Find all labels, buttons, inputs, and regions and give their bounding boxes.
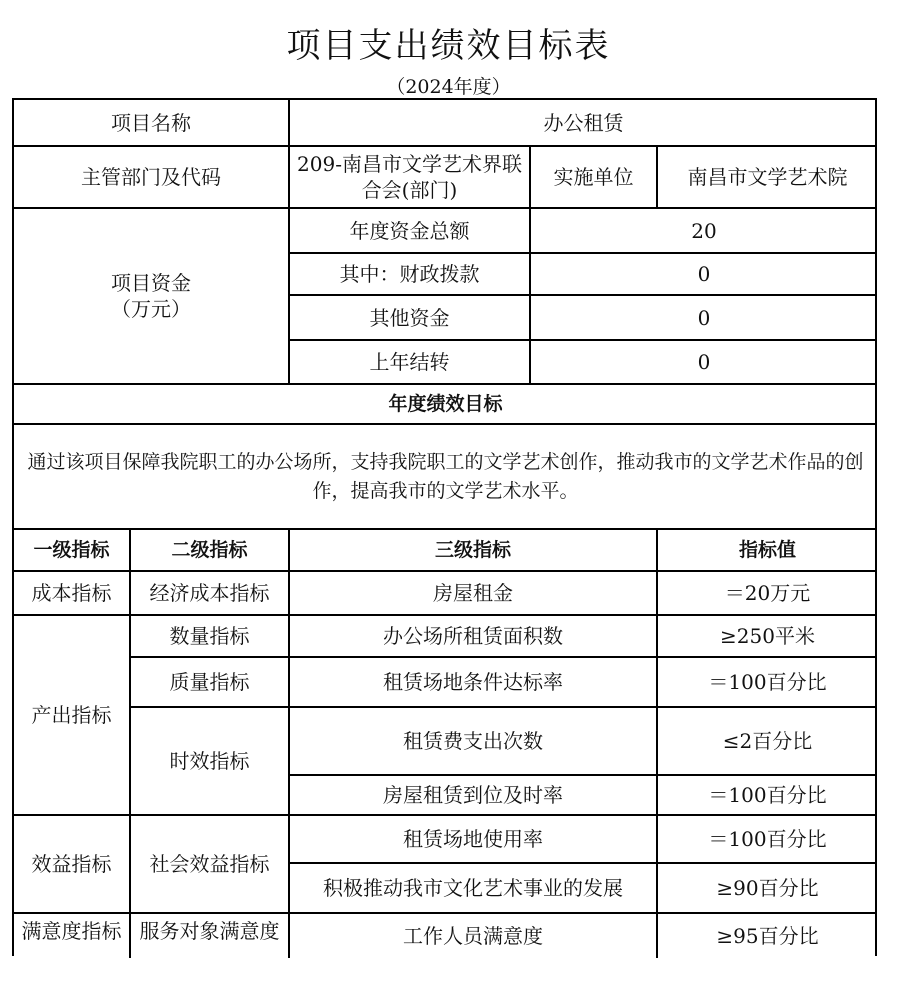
annual-goal-text: 通过该项目保障我院职工的办公场所，支持我院职工的文学艺术创作，推动我市的文学艺术作品的创作，提高我市的文学艺术水平。: [14, 425, 877, 530]
page-subtitle: （2024年度）: [386, 76, 511, 98]
indicator-level3: 租赁费支出次数: [290, 708, 658, 776]
dept-value: 209-南昌市文学艺术界联合会(部门): [290, 147, 531, 209]
funds-row-label: 其他资金: [290, 296, 531, 341]
indicator-level2: 数量指标: [131, 616, 290, 658]
funds-row-value: 0: [531, 254, 877, 296]
funds-row-value: 20: [531, 209, 877, 254]
indicator-value: ＝100百分比: [658, 658, 877, 708]
dept-label: 主管部门及代码: [14, 147, 290, 209]
page-title: 项目支出绩效目标表: [286, 26, 611, 66]
indicator-level3: 工作人员满意度: [290, 914, 658, 958]
header-level1: 一级指标: [14, 530, 131, 572]
indicator-value: ≥250平米: [658, 616, 877, 658]
indicator-level2: 服务对象满意度: [131, 914, 290, 958]
project-name-label: 项目名称: [14, 100, 290, 147]
indicator-level3: 积极推动我市文化艺术事业的发展: [290, 864, 658, 914]
indicator-value: ≥95百分比: [716, 924, 819, 948]
annual-goal-header: 年度绩效目标: [14, 385, 877, 425]
indicator-value: ＝100百分比: [658, 776, 877, 816]
indicator-level3: 办公场所租赁面积数: [290, 616, 658, 658]
header-value: 指标值: [658, 530, 877, 572]
unit-value: 南昌市文学艺术院: [658, 147, 877, 209]
header-level2: 二级指标: [131, 530, 290, 572]
indicator-level2: 社会效益指标: [131, 816, 290, 914]
funds-row-value: 0: [531, 296, 877, 341]
performance-table: [12, 98, 877, 956]
indicator-level3: 房屋租金: [290, 572, 658, 616]
indicator-level1: 产出指标: [14, 616, 131, 816]
indicator-value: ＝100百分比: [658, 816, 877, 864]
funds-row-value: 0: [531, 341, 877, 385]
indicator-level2: 经济成本指标: [131, 572, 290, 616]
indicator-level3: 租赁场地使用率: [290, 816, 658, 864]
project-name-value: 办公租赁: [290, 100, 877, 147]
indicator-value: ≤2百分比: [658, 708, 877, 776]
indicator-value: ≥90百分比: [658, 864, 877, 914]
indicator-level2: 时效指标: [131, 708, 290, 816]
funds-row-label: 其中：财政拨款: [290, 254, 531, 296]
unit-label: 实施单位: [531, 147, 658, 209]
header-level3: 三级指标: [290, 530, 658, 572]
funds-row-label: 上年结转: [290, 341, 531, 385]
indicator-level1: 效益指标: [14, 816, 131, 914]
indicator-level1: 满意度指标: [14, 914, 131, 958]
indicator-level3: 房屋租赁到位及时率: [290, 776, 658, 816]
indicator-value: ＝20万元: [658, 572, 877, 616]
indicator-level1: 成本指标: [14, 572, 131, 616]
indicator-level2: 质量指标: [131, 658, 290, 708]
funds-label: 项目资金 （万元）: [14, 209, 290, 385]
indicator-level3: 租赁场地条件达标率: [290, 658, 658, 708]
funds-row-label: 年度资金总额: [290, 209, 531, 254]
